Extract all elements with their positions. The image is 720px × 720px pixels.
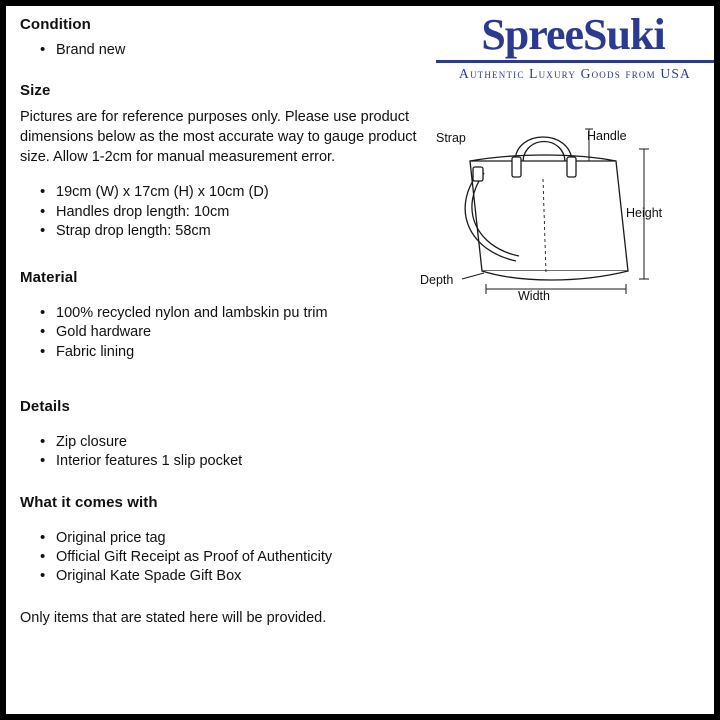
list-item: • 100% recycled nylon and lambskin pu trim (40, 304, 420, 323)
details-list (20, 433, 420, 472)
brand-logo-tagline: Authentic Luxury Goods from USA (459, 66, 691, 82)
document-page (6, 6, 714, 714)
list-item: • Official Gift Receipt as Proof of Authenticity (40, 548, 420, 567)
brand-logo-wordmark: SpreeSuki (481, 12, 665, 59)
diagram-label-depth: Depth (420, 273, 454, 287)
list-item: • Handles drop length: 10cm (40, 203, 420, 222)
list-item: • Original price tag (40, 529, 420, 548)
footer-note: Only items that are stated here will be provided. (20, 610, 327, 627)
diagram-label-width: Width (518, 289, 550, 303)
diagram-label-strap: Strap (436, 131, 466, 145)
diagram-label-handle: Handle (587, 129, 627, 143)
list-item: • Strap drop length: 58cm (40, 222, 420, 241)
material-list (20, 304, 420, 362)
list-item: • Original Kate Spade Gift Box (40, 567, 420, 586)
list-item: • Brand new (40, 41, 420, 60)
condition-list (20, 41, 420, 60)
list-item: • 19cm (W) x 17cm (H) x 10cm (D) (40, 183, 420, 202)
list-item: • Zip closure (40, 433, 420, 452)
list-item: • Fabric lining (40, 343, 420, 362)
bag-dimension-diagram (420, 101, 714, 316)
section-heading-material: Material (20, 269, 78, 287)
product-description (20, 16, 420, 634)
brand-logo-rule (436, 60, 714, 63)
size-paragraph: Pictures are for reference purposes only. Please use product dimensions below as the most accurate way to gauge product size. Allow 1-2cm for manual measurement error. (20, 109, 417, 166)
section-heading-size: Size (20, 82, 51, 100)
list-item: • Gold hardware (40, 323, 420, 342)
diagram-label-height: Height (626, 206, 663, 220)
section-heading-condition: Condition (20, 16, 91, 33)
size-list (20, 183, 420, 241)
brand-logo (414, 12, 714, 82)
includes-list (20, 529, 420, 587)
list-item: • Interior features 1 slip pocket (40, 452, 420, 471)
section-heading-includes: What it comes with (20, 493, 158, 511)
section-heading-details: Details (20, 397, 70, 415)
